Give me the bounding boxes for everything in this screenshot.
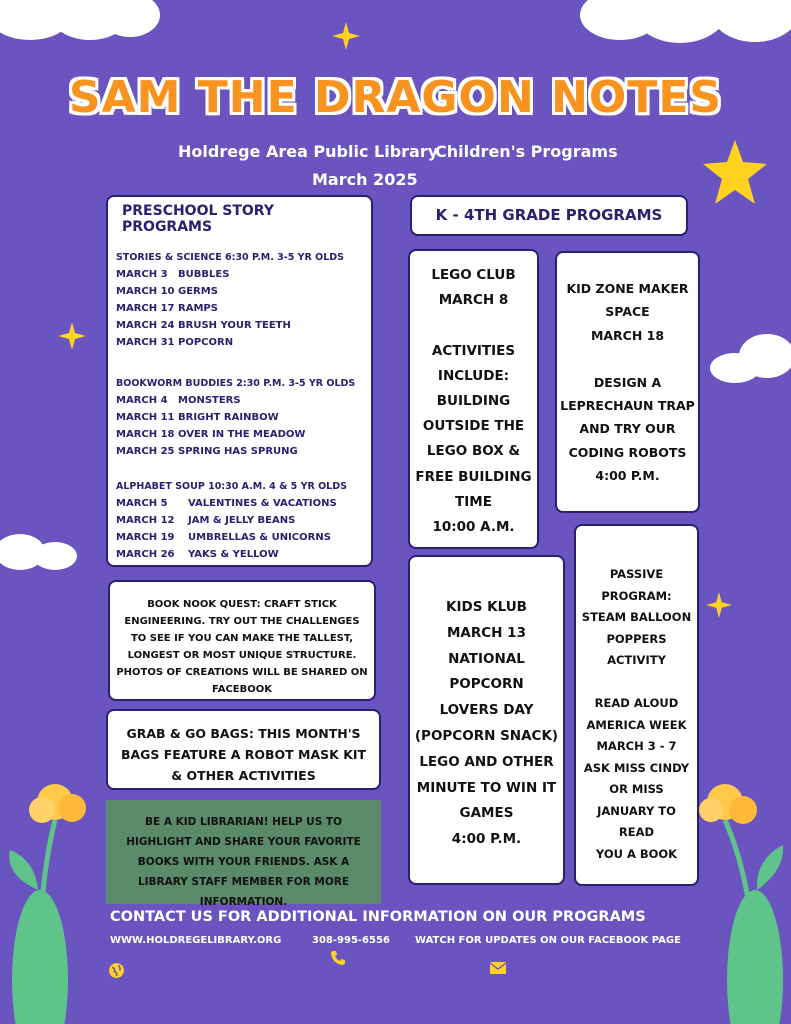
card-line: PROGRAM:: [601, 588, 672, 603]
card-line: [559, 347, 696, 370]
card-line: ACTIVITIES: [431, 342, 516, 359]
program-date: MARCH 19: [116, 532, 175, 543]
card-line: AND TRY OUR: [579, 421, 676, 437]
lego-club-text: [412, 263, 535, 540]
program-group-name: STORIES & SCIENCE 6:30 P.M. 3-5 YR OLDS: [116, 252, 344, 263]
card-line: LEGO BOX &: [426, 443, 521, 460]
k4-heading-card: [410, 195, 688, 236]
program-row: [116, 300, 363, 317]
card-line: AMERICA WEEK: [586, 717, 687, 732]
program-date: MARCH 25: [116, 446, 175, 457]
book-nook-card: [108, 580, 376, 701]
card-line: STEAM BALLOON: [581, 610, 692, 624]
globe-icon[interactable]: [108, 962, 125, 979]
department-name: Children's Programs: [435, 142, 618, 161]
card-line: LEGO AND OTHER: [419, 753, 554, 770]
program-date: MARCH 5: [116, 498, 168, 509]
program-topic: GERMS: [178, 286, 218, 297]
program-row: [116, 443, 363, 460]
program-topic: VALENTINES & VACATIONS: [188, 498, 337, 509]
program-topic: BRUSH YOUR TEETH: [178, 320, 291, 331]
program-date: MARCH 24: [116, 320, 175, 331]
card-line: MARCH 8: [438, 292, 509, 309]
card-line: YOU A BOOK: [595, 846, 678, 861]
mail-icon[interactable]: [490, 962, 506, 974]
program-date: MARCH 17: [116, 303, 175, 314]
preschool-card: [106, 195, 373, 567]
book-nook-text: BOOK NOOK QUEST: CRAFT STICK ENGINEERING. TRY OUT THE CHALLENGES TO SEE IF YOU CAN MAKE THE TALLEST, LONGEST OR MOST UNIQUE STRUCTURE. PHOTOS OF CREATIONS WILL BE SHARED ON FACEBOOK: [116, 599, 368, 695]
card-line: TIME: [455, 493, 492, 510]
card-line: [578, 672, 695, 694]
program-row: [116, 392, 363, 409]
program-row: [116, 409, 363, 426]
grab-go-card: [106, 709, 381, 790]
program-topic: UMBRELLAS & UNICORNS: [188, 532, 331, 543]
preschool-heading: PRESCHOOL STORY PROGRAMS: [122, 203, 274, 235]
program-row: [116, 546, 363, 563]
phone-number: 308-995-6556: [312, 935, 390, 946]
card-line: INCLUDE:: [437, 367, 510, 384]
program-topic: SPRING HAS SPRUNG: [178, 446, 298, 457]
card-line: POPPERS ACTIVITY: [606, 631, 667, 667]
star-icon: [703, 140, 767, 204]
star-icon: [332, 22, 360, 50]
flower-icon: [685, 780, 791, 1024]
program-group: [116, 249, 363, 351]
program-topic: POPCORN: [178, 337, 234, 348]
program-row: [116, 283, 363, 300]
card-line: KID ZONE MAKER: [566, 281, 689, 296]
program-row: [116, 334, 363, 351]
card-line: LEPRECHAUN TRAP: [560, 398, 695, 414]
preschool-groups: [116, 249, 363, 563]
kid-zone-text: [559, 277, 696, 488]
program-topic: BRIGHT RAINBOW: [178, 412, 279, 423]
card-line: (POPCORN SNACK): [414, 727, 559, 744]
card-line: PASSIVE: [609, 567, 664, 581]
issue-date: March 2025: [312, 170, 418, 189]
card-line: 4:00 P.M.: [595, 468, 660, 484]
program-topic: MONSTERS: [178, 395, 241, 406]
card-line: DESIGN A: [593, 374, 662, 390]
star-icon: [58, 322, 86, 350]
program-group-name: ALPHABET SOUP 10:30 A.M. 4 & 5 YR OLDS: [116, 481, 347, 492]
phone-icon[interactable]: [330, 950, 346, 966]
lego-club-card: [408, 249, 539, 549]
k4-heading: K - 4TH GRADE PROGRAMS: [435, 206, 663, 224]
program-date: MARCH 26: [116, 549, 175, 560]
card-line: OR MISS: [609, 782, 664, 796]
card-line: KIDS KLUB: [446, 599, 527, 615]
card-line: SPACE: [605, 304, 650, 320]
card-line: CODING ROBOTS: [568, 444, 687, 460]
card-line: ASK MISS CINDY: [583, 760, 690, 775]
library-name: Holdrege Area Public Library: [178, 142, 439, 161]
page-title: SAM THE DRAGON NOTES: [68, 72, 723, 123]
program-row: [116, 266, 363, 283]
program-topic: JAM & JELLY BEANS: [188, 515, 296, 526]
program-row: [116, 529, 363, 546]
program-group-name: BOOKWORM BUDDIES 2:30 P.M. 3-5 YR OLDS: [116, 378, 356, 389]
card-line: LOVERS DAY: [439, 702, 534, 719]
card-line: MARCH 3 - 7: [596, 739, 677, 753]
card-line: FREE BUILDING: [415, 468, 532, 485]
program-row: [116, 512, 363, 529]
cloud-icon: [705, 330, 791, 390]
program-topic: YAKS & YELLOW: [188, 549, 279, 560]
program-topic: RAMPS: [178, 303, 218, 314]
cloud-icon: [0, 0, 160, 50]
card-line: 10:00 A.M.: [432, 519, 515, 536]
cloud-icon: [580, 0, 791, 50]
card-line: BUILDING: [436, 393, 511, 410]
program-row: [116, 317, 363, 334]
passive-program-text: [578, 564, 695, 865]
kid-librarian-box: [106, 800, 381, 908]
card-line: NATIONAL POPCORN: [448, 650, 525, 693]
card-line: [412, 313, 535, 338]
card-line: LEGO CLUB: [431, 267, 516, 283]
card-line: GAMES: [459, 805, 514, 822]
card-line: MARCH 18: [590, 327, 665, 343]
card-line: 4:00 P.M.: [451, 831, 522, 848]
facebook-note: WATCH FOR UPDATES ON OUR FACEBOOK PAGE: [415, 935, 681, 946]
program-topic: OVER IN THE MEADOW: [178, 429, 306, 440]
star-icon: [706, 592, 732, 618]
kid-librarian-text: BE A KID LIBRARIAN! HELP US TO HIGHLIGHT AND SHARE YOUR FAVORITE BOOKS WITH YOUR FRIENDS. ASK A LIBRARY STAFF MEMBER FOR MORE INFORMATION.: [126, 816, 361, 908]
program-row: [116, 426, 363, 443]
program-date: MARCH 3: [116, 269, 168, 280]
kid-zone-card: [555, 251, 700, 513]
program-date: MARCH 11: [116, 412, 175, 423]
kids-klub-text: [412, 595, 561, 853]
card-line: MARCH 13: [447, 624, 526, 641]
program-date: MARCH 31: [116, 337, 175, 348]
contact-heading: CONTACT US FOR ADDITIONAL INFORMATION ON OUR PROGRAMS: [110, 909, 646, 925]
program-date: MARCH 4: [116, 395, 168, 406]
program-group: [116, 375, 363, 460]
cloud-icon: [0, 520, 80, 574]
program-date: MARCH 18: [116, 429, 175, 440]
passive-program-card: [574, 524, 699, 886]
program-topic: BUBBLES: [178, 269, 230, 280]
card-line: OUTSIDE THE: [422, 418, 525, 435]
card-line: MINUTE TO WIN IT: [416, 779, 557, 796]
grab-go-text: GRAB & GO BAGS: THIS MONTH'S BAGS FEATURE A ROBOT MASK KIT & OTHER ACTIVITIES: [120, 726, 367, 783]
program-row: [116, 495, 363, 512]
flower-icon: [0, 780, 110, 1024]
website-link[interactable]: WWW.HOLDREGELIBRARY.ORG: [110, 935, 282, 946]
program-date: MARCH 10: [116, 286, 175, 297]
kids-klub-card: [408, 555, 565, 885]
card-line: JANUARY TO READ: [597, 803, 676, 839]
card-line: READ ALOUD: [594, 696, 679, 710]
program-date: MARCH 12: [116, 515, 175, 526]
program-group: [116, 478, 363, 563]
